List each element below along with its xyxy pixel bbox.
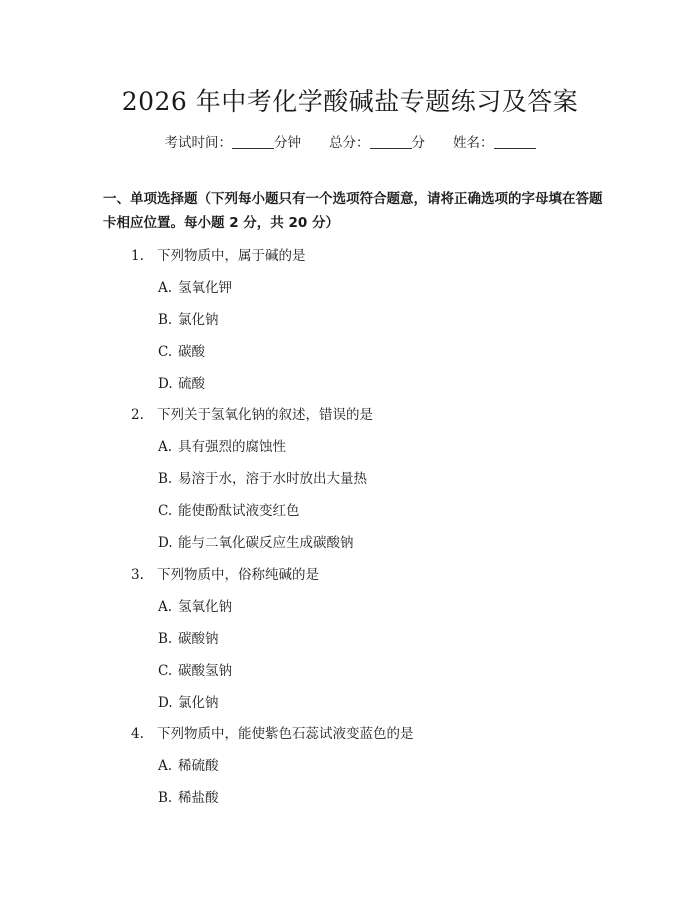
option-2a <box>158 435 286 455</box>
option-letter: A. <box>158 758 173 774</box>
option-letter: A. <box>158 280 173 296</box>
option-3d <box>158 691 219 711</box>
option-letter: B. <box>158 631 173 647</box>
option-letter: D. <box>158 535 173 551</box>
option-letter: B. <box>158 312 173 328</box>
option-1b <box>158 308 219 328</box>
option-3c <box>158 659 232 679</box>
option-1c <box>158 340 205 360</box>
name-label: 姓名： <box>453 135 494 151</box>
option-2b <box>158 467 367 487</box>
question-2 <box>131 403 373 423</box>
option-letter: B. <box>158 471 173 487</box>
exam-meta-line <box>0 131 700 151</box>
option-letter: C. <box>158 663 173 679</box>
question-text: 下列关于氢氧化钠的叙述，错误的是 <box>157 407 373 423</box>
option-text: 氯化钠 <box>178 312 219 328</box>
option-1a <box>158 276 232 296</box>
question-number: 2. <box>131 407 144 423</box>
score-label: 总分： <box>329 135 370 151</box>
option-text: 氢氧化钾 <box>178 280 232 296</box>
score-blank <box>370 134 412 149</box>
option-letter: D. <box>158 376 173 392</box>
question-number: 1. <box>131 248 144 264</box>
question-number: 3. <box>131 567 144 583</box>
option-letter: C. <box>158 503 173 519</box>
option-letter: A. <box>158 439 173 455</box>
option-text: 氢氧化钠 <box>178 599 232 615</box>
question-text: 下列物质中，俗称纯碱的是 <box>157 567 319 583</box>
option-text: 能与二氧化碳反应生成碳酸钠 <box>178 535 354 551</box>
section-heading: 一、单项选择题（下列每小题只有一个选项符合题意，请将正确选项的字母填在答题卡相应位置。每小题 2 分，共 20 分） <box>103 191 603 231</box>
option-text: 硫酸 <box>178 376 205 392</box>
time-unit: 分钟 <box>274 135 301 151</box>
option-text: 具有强烈的腐蚀性 <box>178 439 286 455</box>
question-text: 下列物质中，能使紫色石蕊试液变蓝色的是 <box>157 726 414 742</box>
option-2c <box>158 499 300 519</box>
question-text: 下列物质中，属于碱的是 <box>157 248 306 264</box>
score-unit: 分 <box>411 135 425 151</box>
option-letter: B. <box>158 790 173 806</box>
option-letter: C. <box>158 344 173 360</box>
option-text: 碳酸氢钠 <box>178 663 232 679</box>
option-1d <box>158 372 205 392</box>
option-text: 易溶于水，溶于水时放出大量热 <box>178 471 367 487</box>
time-label: 考试时间： <box>164 135 232 151</box>
name-blank <box>494 134 536 149</box>
option-letter: D. <box>158 695 173 711</box>
option-letter: A. <box>158 599 173 615</box>
question-number: 4. <box>131 726 144 742</box>
time-blank <box>232 134 274 149</box>
option-text: 碳酸 <box>178 344 205 360</box>
option-text: 稀盐酸 <box>178 790 219 806</box>
option-text: 稀硫酸 <box>178 758 219 774</box>
page-title: 2026 年中考化学酸碱盐专题练习及答案 <box>121 87 579 116</box>
question-4 <box>131 722 414 742</box>
option-3b <box>158 627 219 647</box>
option-2d <box>158 531 354 551</box>
option-3a <box>158 595 232 615</box>
question-3 <box>131 563 319 583</box>
option-text: 能使酚酞试液变红色 <box>178 503 300 519</box>
option-text: 氯化钠 <box>178 695 219 711</box>
question-1 <box>131 244 306 264</box>
option-4b <box>158 786 219 806</box>
option-4a <box>158 754 219 774</box>
option-text: 碳酸钠 <box>178 631 219 647</box>
